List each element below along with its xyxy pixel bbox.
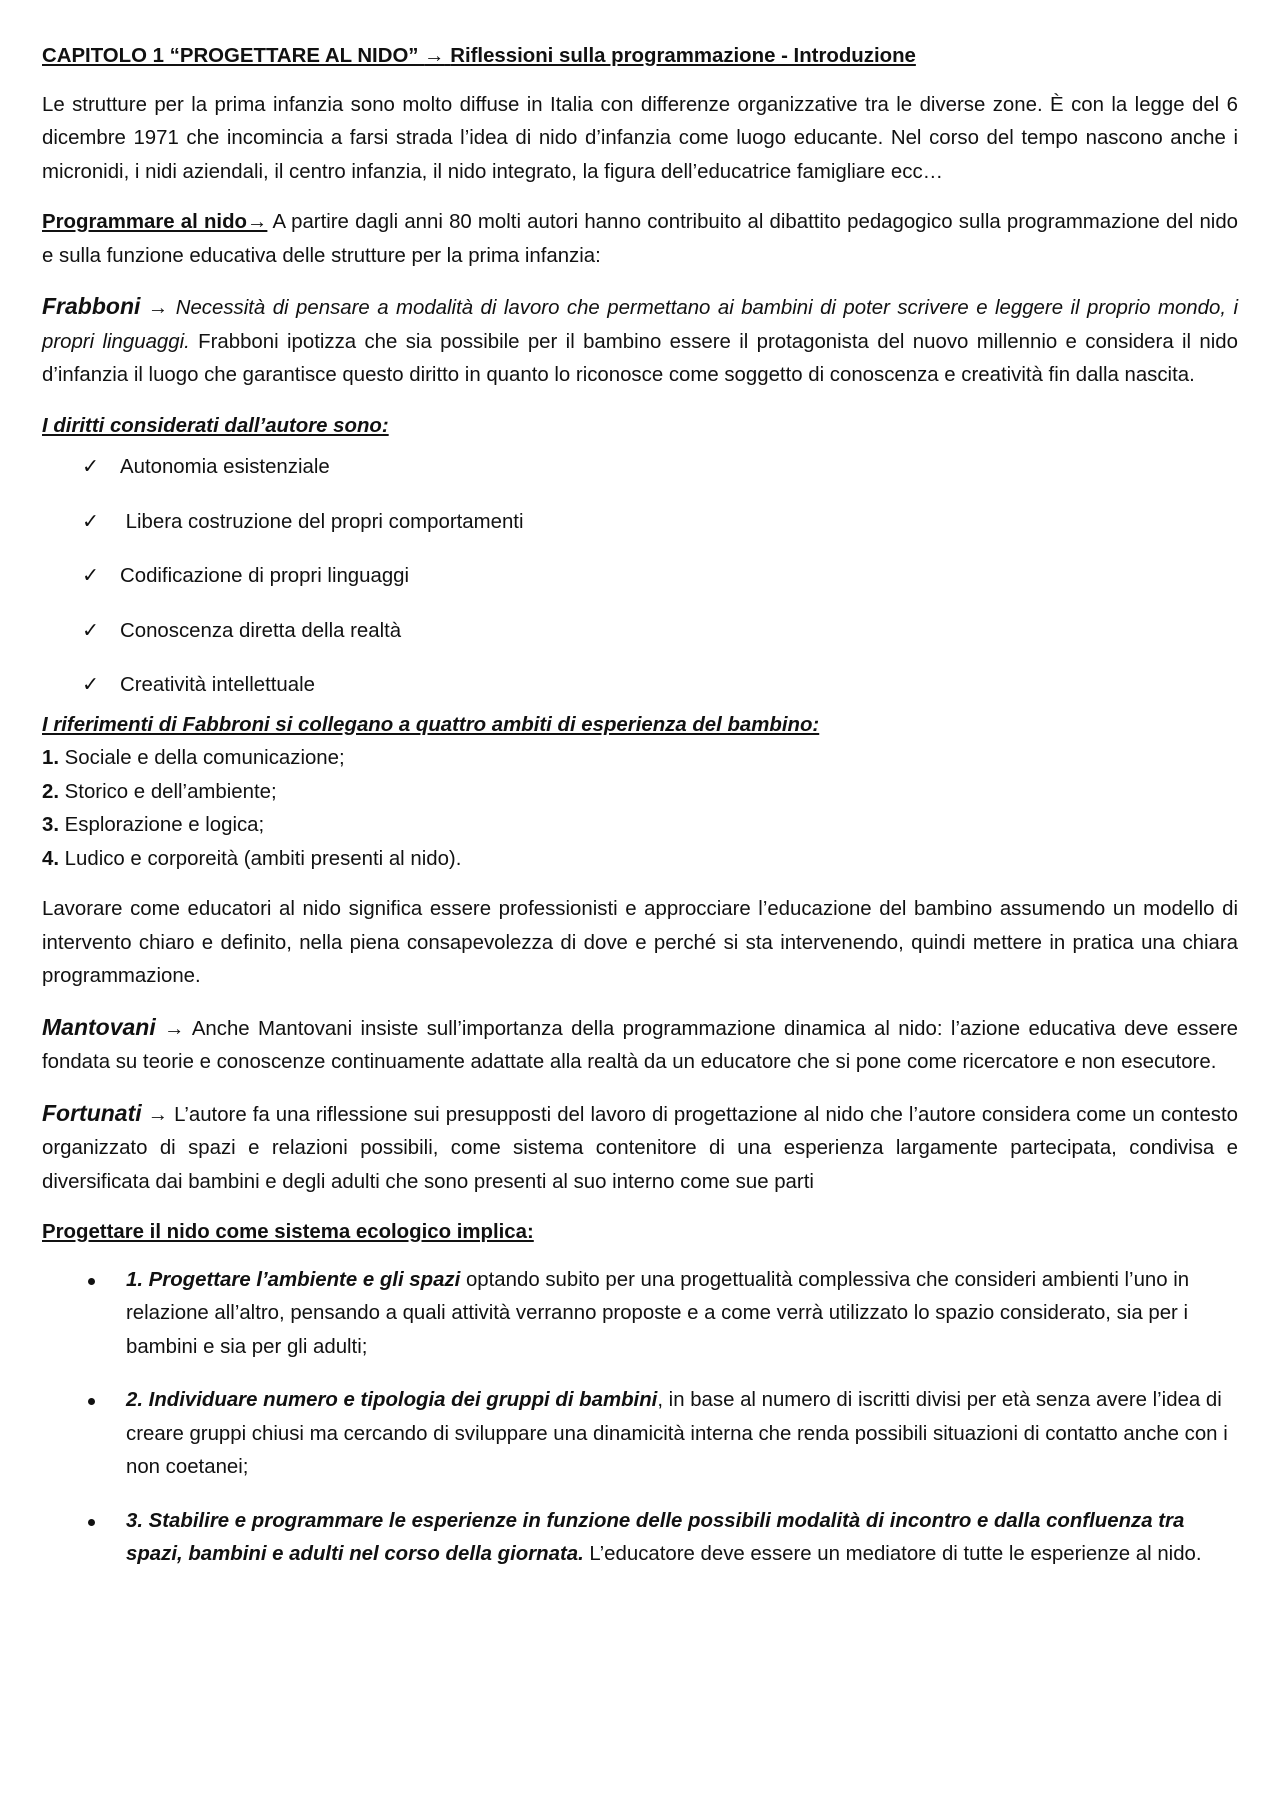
lavorare-paragraph: Lavorare come educatori al nido significa essere professionisti e approcciare l’educazione del bambino assumendo un modello di intervento chiaro e definito, nella piena consapevolezza di dove e perché si sta intervenendo, quindi mettere in pratica una chiara programmazione. [42,898,1238,987]
checkmark-icon: ✓ [82,565,100,587]
arrow-icon: → [155,1017,192,1040]
mantovani-text: Anche Mantovani insiste sull’importanza della programmazione dinamica al nido: l’azione educativa deve essere fondata su teorie e conoscenze continuamente adattate alla realtà da un educatore che si pone come ricercatore e non esecutore. [42,1017,1238,1073]
checkmark-icon: ✓ [82,674,100,696]
list-item: 3. Stabilire e programmare le esperienze in funzione delle possibili modalità di incontro e dalla confluenza tra spazi, bambini e adulti nel corso della giornata. L’educatore deve essere un mediatore di tutte le esperienze al nido. [126,1505,1238,1572]
programmare-heading: Programmare al nido→ [42,211,268,233]
arrow-icon: → [141,1103,175,1126]
chapter-title-main: CAPITOLO 1 “PROGETTARE AL NIDO” [42,45,419,67]
list-item: 2. Storico e dell’ambiente; [42,780,277,803]
diritti-heading: I diritti considerati dall’autore sono: [42,414,389,437]
chapter-subtitle: Riflessioni sulla programmazione - Introduzione [450,45,916,67]
list-item: 3. Esplorazione e logica; [42,814,265,836]
checkmark-icon: ✓ [82,510,100,533]
arrow-icon: → [140,297,176,319]
ambiti-heading: I riferimenti di Fabbroni si collegano a quattro ambiti di esperienza del bambino: [42,713,820,736]
frabboni-italic-text: Necessità di pensare a modalità di lavoro che permettano ai bambini di poter scrivere e leggere il proprio mondo, i propri linguaggi. [42,297,1238,353]
programmare-text: A partire dagli anni 80 molti autori hanno contribuito al dibattito pedagogico sulla programmazione del nido e sulla funzione educativa delle strutture per la prima infanzia: [42,211,1238,267]
list-item: 4. Ludico e corporeità (ambiti presenti al nido). [42,847,462,870]
programmare-paragraph [42,206,1238,273]
arrow-icon: → [247,211,268,233]
author-frabboni: Frabboni [42,293,141,319]
progettare-list [42,1264,1238,1572]
list-item: ✓ Autonomia esistenziale [82,451,1238,485]
intro-paragraph: Le strutture per la prima infanzia sono molto diffuse in Italia con differenze organizzative tra le diverse zone. È con la legge del 6 dicembre 1971 che incomincia a farsi strada l’idea di nido d’infanzia come luogo educante. Nel corso del tempo nascono anche i micronidi, i nidi aziendali, il centro infanzia, il nido integrato, la figura dell’educatrice famigliare ecc… [42,93,1238,183]
list-item: ✓ Creatività intellettuale [82,669,1238,703]
checkmark-icon: ✓ [82,456,100,478]
list-item: ✓ Codificazione di propri linguaggi [82,560,1238,594]
progettare-heading: Progettare il nido come sistema ecologico implica: [42,1221,534,1243]
ambiti-list [42,742,1238,876]
list-item: 1. Sociale e della comunicazione; [42,747,345,769]
frabboni-text: Frabboni ipotizza che sia possibile per il bambino essere il protagonista del nuovo millennio e considera il nido d’infanzia il luogo che garantisce questo diritto in quanto lo riconosce come soggetto di conoscenza e creatività fin dalla nascita. [42,330,1238,386]
list-item: 1. Progettare l’ambiente e gli spazi optando subito per una progettualità complessiva che consideri ambienti l’uno in relazione all’altro, pensando a quali attività verranno proposte e a come verrà utilizzato lo spazio considerato, sia per i bambini e sia per gli adulti; [126,1264,1238,1365]
fortunati-paragraph [42,1097,1238,1200]
arrow-icon: → [424,45,445,67]
mantovani-paragraph [42,1011,1238,1080]
frabboni-paragraph [42,290,1238,393]
checkmark-icon: ✓ [82,619,100,642]
list-item: ✓ Conoscenza diretta della realtà [82,615,1238,649]
list-item: 2. Individuare numero e tipologia dei gruppi di bambini, in base al numero di iscritti divisi per età senza avere l’idea di creare gruppi chiusi ma cercando di sviluppare una dinamicità interna che renda possibili situazioni di contatto anche con i non coetanei; [126,1384,1238,1485]
diritti-list [42,451,1238,703]
chapter-title [42,40,1238,74]
list-item: ✓ Libera costruzione del propri comportamenti [82,506,1238,540]
author-mantovani: Mantovani [42,1013,156,1040]
fortunati-text: L’autore fa una riflessione sui presupposti del lavoro di progettazione al nido che l’autore considera come un contesto organizzato di spazi e relazioni possibili, come sistema contenitore di una esperienza largamente partecipata, condivisa e diversificata dai bambini e degli adulti che sono presenti al suo interno come sue parti [42,1103,1238,1193]
author-fortunati: Fortunati [42,1099,142,1126]
